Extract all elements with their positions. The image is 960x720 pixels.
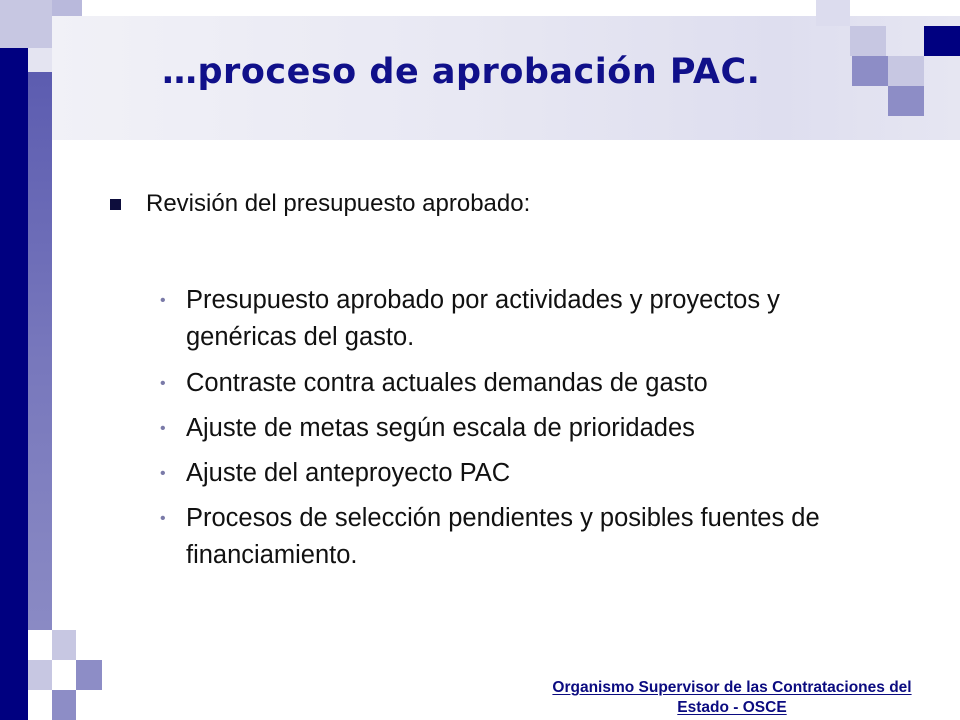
decor-square xyxy=(52,0,82,16)
sub-bullet xyxy=(160,455,860,492)
decor-square xyxy=(28,660,52,690)
footer-line-2: Estado - OSCE xyxy=(677,699,787,716)
decor-square xyxy=(852,56,888,86)
sub-bullet-text: Procesos de selección pendientes y posibles fuentes de financiamiento. xyxy=(186,504,820,569)
sub-bullet-text: Contraste contra actuales demandas de gasto xyxy=(186,369,708,397)
sub-bullet-text: Ajuste del anteproyecto PAC xyxy=(186,459,511,487)
dot-bullet-icon: • xyxy=(160,510,166,527)
sub-bullet xyxy=(160,500,860,574)
dot-bullet-icon: • xyxy=(160,420,166,437)
sub-bullet-text: Ajuste de metas según escala de prioridades xyxy=(186,414,695,442)
decor-square xyxy=(52,690,76,720)
dot-bullet-icon: • xyxy=(160,292,166,309)
main-bullet xyxy=(110,190,530,218)
sub-bullet xyxy=(160,410,860,447)
square-bullet-icon xyxy=(110,199,121,210)
decor-square xyxy=(76,660,102,690)
dot-bullet-icon: • xyxy=(160,465,166,482)
slide-title: …proceso de aprobación PAC. xyxy=(162,52,761,92)
decor-strip xyxy=(28,72,52,630)
decor-square xyxy=(52,630,76,660)
sub-bullet-text: Presupuesto aprobado por actividades y proyectos y genéricas del gasto. xyxy=(186,286,780,351)
decor-square xyxy=(816,0,850,26)
sub-bullet xyxy=(160,282,860,356)
decor-square xyxy=(924,26,960,56)
decor-square xyxy=(888,86,924,116)
decor-square xyxy=(28,48,52,72)
footer-organization xyxy=(522,678,942,718)
decor-square xyxy=(0,0,52,48)
decor-square xyxy=(850,26,886,56)
decor-square xyxy=(888,56,924,86)
footer-line-1: Organismo Supervisor de las Contrataciones del xyxy=(552,679,912,696)
main-bullet-text: Revisión del presupuesto aprobado: xyxy=(146,190,531,217)
sub-bullet xyxy=(160,365,860,402)
dot-bullet-icon: • xyxy=(160,375,166,392)
decor-left-bar xyxy=(0,48,28,720)
